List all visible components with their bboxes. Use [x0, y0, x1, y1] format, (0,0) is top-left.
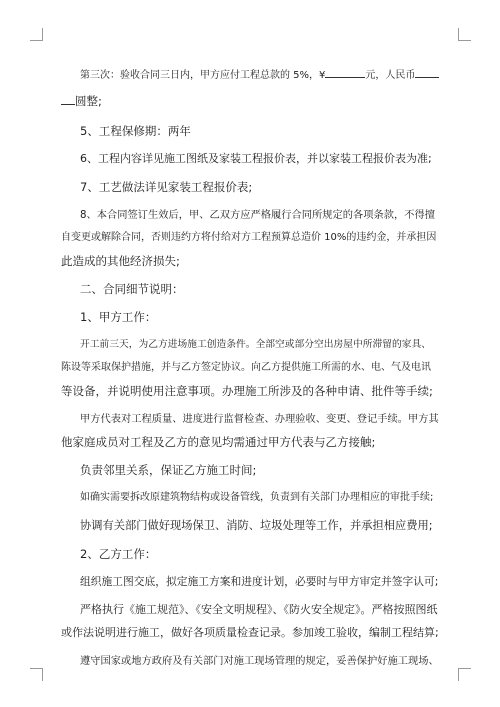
paragraph-line: 他家庭成员对工程及乙方的意见均需通过甲方代表与乙方接触; [61, 435, 376, 449]
paragraph-line: 8、本合同签订生效后，甲、乙双方应严格履行合同所规定的各项条款，不得擅 [80, 209, 436, 221]
rmb-blank-cont [61, 93, 75, 105]
subsection-heading: 2、乙方工作： [80, 547, 157, 561]
page-corner-mark-bottom-right [458, 668, 471, 681]
paragraph-line: 陈设等采取保护措施，并与乙方签定协议。向乙方提供施工所需的水、电、气及电讯 [61, 362, 431, 373]
paragraph-line: 甲方代表对工程质量、进度进行监督检查、办理验收、变更、登记手续。甲方其 [80, 413, 439, 425]
rmb-blank [415, 66, 439, 78]
paragraph-line: 负责邻里关系，保证乙方施工时间; [80, 463, 257, 477]
paragraph-line: 圆整; [61, 93, 102, 109]
paragraph-line: 组织施工图交底，拟定施工方案和进度计划，必要时与甲方审定并签字认可; [80, 575, 439, 588]
page-corner-mark-top-left [30, 28, 43, 41]
paragraph-line: 自变更或解除合同，否则违约方将付给对方工程预算总造价 10%的违约金，并承担因 [61, 232, 437, 243]
paragraph-line: 7、工艺做法详见家装工程报价表; [80, 180, 253, 194]
paragraph-line: 或作法说明进行施工，做好各项质量检查记录。参加竣工验收，编制工程结算; [61, 626, 439, 639]
payment-text: 第三次：验收合同三日内，甲方应付工程总款的 5%，¥ [80, 70, 326, 81]
paragraph-line [80, 66, 439, 84]
page-corner-mark-top-right [458, 28, 471, 41]
payment-text-2: 元，人民币 [365, 70, 416, 81]
paragraph-line: 等设备，并说明使用注意事项。办理施工所涉及的各种申请、批件等手续; [61, 384, 433, 398]
paragraph-line: 开工前三天，为乙方进场施工创造条件。全部空或部分空出房屋中所滞留的家具、 [80, 339, 431, 350]
paragraph-line: 如确实需要拆改原建筑物结构或设备管线，负责到有关部门办理相应的审批手续; [80, 492, 434, 503]
page-corner-mark-bottom-left [30, 668, 43, 681]
amount-blank [325, 66, 365, 78]
paragraph-line: 遵守国家或地方政府及有关部门对施工现场管理的规定，妥善保护好施工现场、 [80, 655, 439, 667]
section-heading: 二、合同细节说明： [80, 282, 184, 296]
paragraph-line: 5、工程保修期：两年 [80, 124, 191, 138]
paragraph-line: 6、工程内容详见施工图纸及家装工程报价表，并以家装工程报价表为准; [80, 152, 432, 165]
paragraph-line: 协调有关部门做好现场保卫、消防、垃圾处理等工作，并承担相应费用; [80, 519, 433, 532]
subsection-heading: 1、甲方工作： [80, 310, 157, 324]
paragraph-line: 严格执行《施工规范》、《安全文明规程》、《防火安全规定》。严格按照图纸 [80, 603, 438, 616]
paragraph-line: 此造成的其他经济损失; [61, 254, 180, 268]
